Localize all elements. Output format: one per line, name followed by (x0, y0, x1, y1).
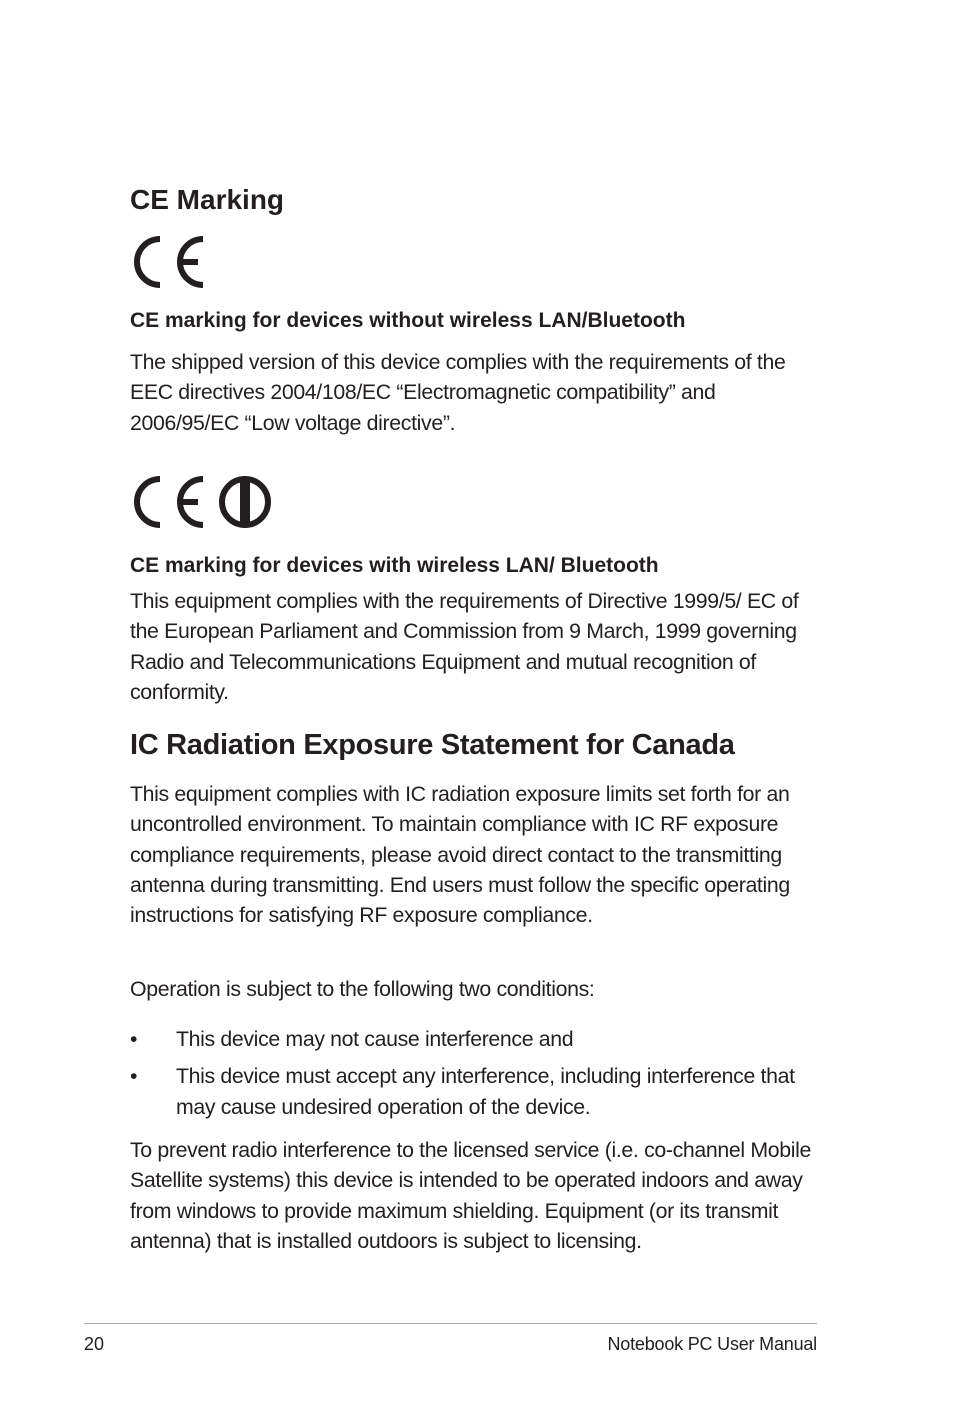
ic-paragraph-1: This equipment complies with IC radiation exposure limits set forth for an uncontrolled environment. To maintain compliance with IC RF exposure compliance requirements, please avoid direct contact to the transmitting antenna during transmitting. End users must follow the specific operating instructions for satisfying RF exposure compliance. (130, 782, 790, 928)
list-item-text: This device may not cause interference and (176, 1027, 574, 1051)
ce-marking-heading: CE Marking (130, 184, 285, 215)
ic-paragraph-2: Operation is subject to the following two conditions: (130, 977, 595, 1001)
ce-without-wireless-body: The shipped version of this device complies with the requirements of the EEC directives 2004/108/EC “Electromagnetic compatibility” and 2006/95/EC “Low voltage directive”. (130, 350, 786, 435)
ce-alert-mark-logo (130, 475, 272, 529)
bullet-glyph: • (130, 1064, 138, 1089)
list-item-text: This device must accept any interference, including interference that may cause undesired operation of the device. (176, 1064, 795, 1119)
ce-mark-logo (130, 236, 206, 288)
manual-title: Notebook PC User Manual (607, 1334, 817, 1354)
list-item (130, 1024, 830, 1054)
ic-statement-heading: IC Radiation Exposure Statement for Canada (130, 729, 735, 761)
ce-without-wireless-subheading: CE marking for devices without wireless LAN/Bluetooth (130, 309, 686, 332)
list-item (130, 1061, 830, 1122)
conditions-list (130, 1024, 830, 1122)
ce-with-wireless-body: This equipment complies with the requirements of Directive 1999/5/ EC of the European Parliament and Commission from 9 March, 1999 governing Radio and Telecommunications Equipment and mutual recognition of conformity. (130, 589, 799, 704)
ce-with-wireless-subheading: CE marking for devices with wireless LAN/ Bluetooth (130, 554, 659, 577)
footer-divider (84, 1323, 817, 1324)
page-number: 20 (84, 1334, 105, 1354)
ic-paragraph-3: To prevent radio interference to the licensed service (i.e. co-channel Mobile Satellite systems) this device is intended to be operated indoors and away from windows to provide maximum shielding. Equipment (or its transmit antenna) that is installed outdoors is subject to licensing. (130, 1138, 811, 1253)
bullet-glyph: • (130, 1027, 138, 1051)
